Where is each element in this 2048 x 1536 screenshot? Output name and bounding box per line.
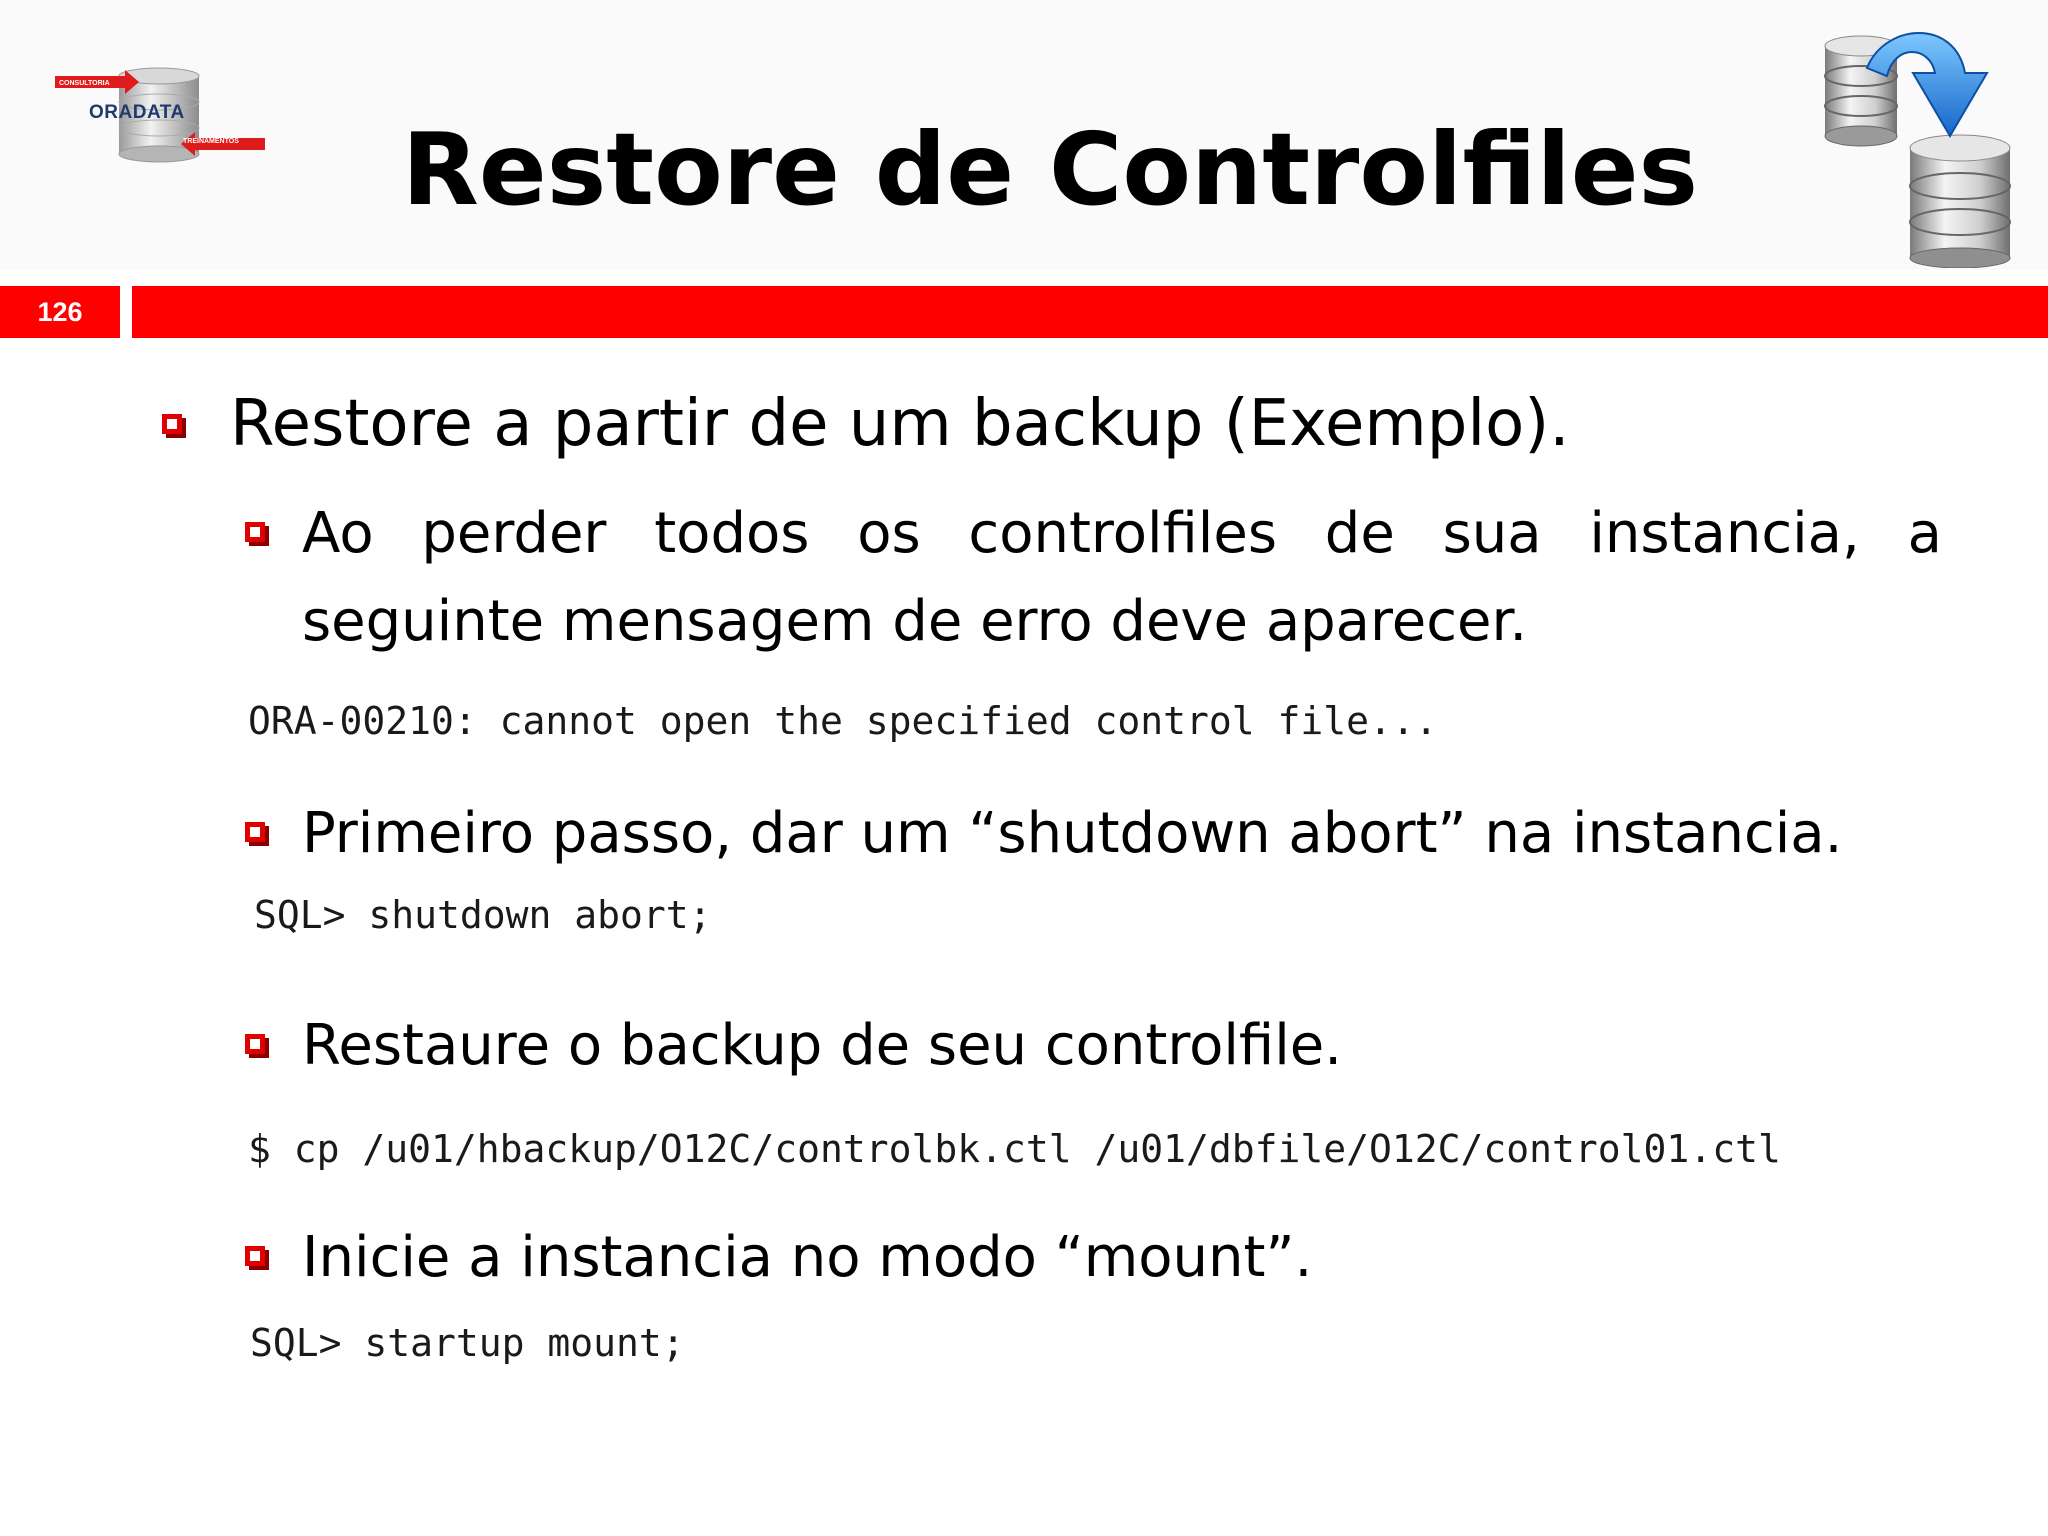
logo-bottom-text: TREINAMENTOS <box>183 138 239 145</box>
copy-code-snippet: $ cp /u01/hbackup/O12C/controlbk.ctl /u01/dbfile/O12C/control01.ctl <box>248 1127 1781 1171</box>
database-restore-icon <box>1815 18 2020 268</box>
step1-line2: seguinte mensagem de erro deve aparecer. <box>302 589 1528 654</box>
bullet-square-icon <box>162 414 182 434</box>
bullet-square-icon <box>245 822 265 842</box>
error-code-snippet: ORA-00210: cannot open the specified control file... <box>248 699 1438 743</box>
step1-word: controlfiles <box>968 501 1277 566</box>
slide-title: Restore de Controlfiles <box>401 111 1699 228</box>
bullet-square-icon <box>245 1246 265 1266</box>
step1-word: instancia, <box>1589 501 1860 566</box>
logo-main-text: ORADATA <box>89 102 185 123</box>
bullet-square-icon <box>245 522 265 542</box>
bullet-square-icon <box>245 1034 265 1054</box>
step1-word: de <box>1324 501 1395 566</box>
step1-text <box>302 490 1942 666</box>
step1-line1 <box>302 490 1942 578</box>
shutdown-code-snippet: SQL> shutdown abort; <box>254 893 712 937</box>
main-bullet-text: Restore a partir de um backup (Exemplo). <box>230 387 1570 461</box>
oradata-logo <box>55 66 265 166</box>
header-divider-bar <box>132 286 2048 338</box>
step1-word: Ao <box>302 501 374 566</box>
step1-word: perder <box>421 501 607 566</box>
step1-word: todos <box>654 501 810 566</box>
logo-top-text: CONSULTORIA <box>59 80 110 87</box>
slide-number: 126 <box>37 297 83 327</box>
startup-code-snippet: SQL> startup mount; <box>250 1321 685 1365</box>
step3-text: Restaure o backup de seu controlfile. <box>302 1013 1343 1078</box>
step4-text: Inicie a instancia no modo “mount”. <box>302 1225 1313 1290</box>
step1-word: a <box>1907 501 1942 566</box>
step1-word: os <box>857 501 921 566</box>
step1-word: sua <box>1442 501 1542 566</box>
step2-text: Primeiro passo, dar um “shutdown abort” na instancia. <box>302 801 1843 866</box>
